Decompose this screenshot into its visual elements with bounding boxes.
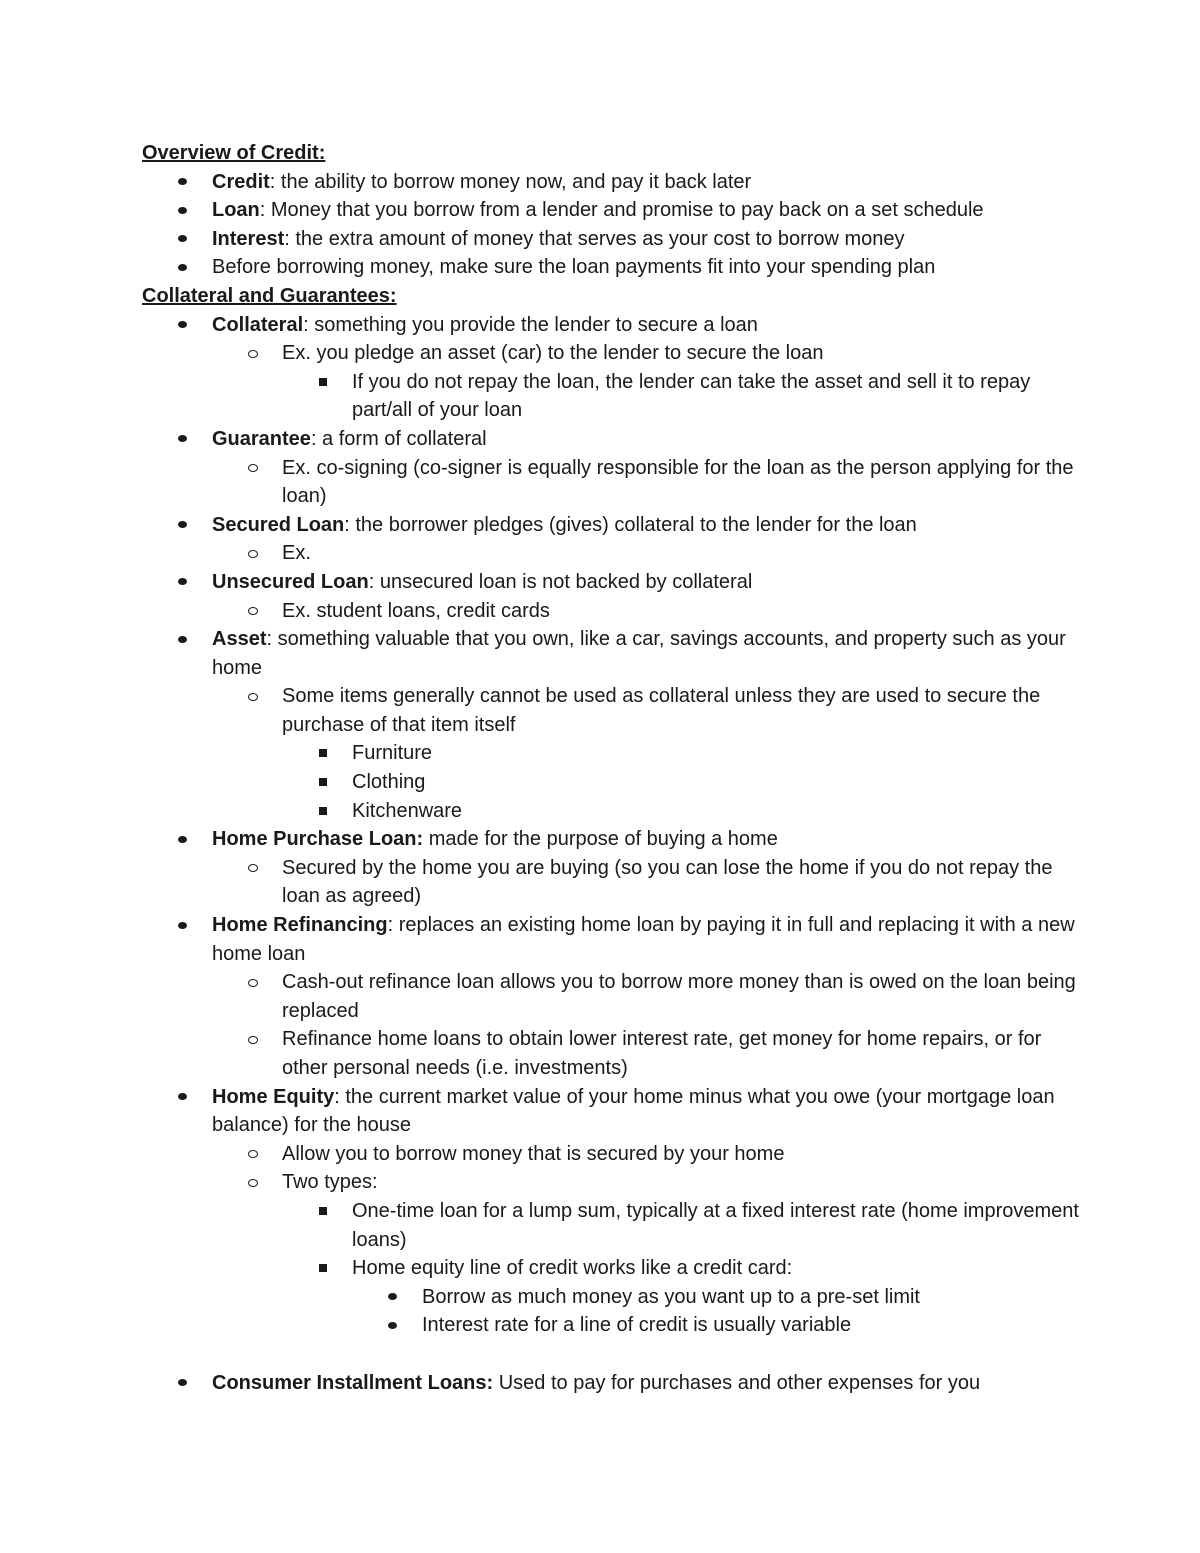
bullet-dot-icon [178, 825, 198, 854]
list-item [282, 368, 1082, 425]
list-item [212, 1168, 1082, 1340]
list-item [142, 1083, 1082, 1340]
term-credit: Credit [212, 170, 270, 193]
example-text: Ex. co-signing (co-signer is equally responsible for the loan as the person applying for the loan) [282, 456, 1074, 508]
bullet-dot-icon [178, 1369, 198, 1398]
list-item [212, 854, 1082, 911]
definition-consumer-installment-loans: Used to pay for purchases and other expenses for you [493, 1371, 981, 1394]
bullet-dot-icon [178, 225, 198, 254]
term-unsecured-loan: Unsecured Loan [212, 570, 369, 593]
line-of-credit-limit: Borrow as much money as you want up to a pre-set limit [422, 1285, 920, 1308]
bullet-circle-icon [248, 1140, 268, 1169]
overview-list [142, 168, 1082, 282]
definition-secured-loan: : the borrower pledges (gives) collateral to the lender for the loan [344, 513, 917, 536]
definition-credit: : the ability to borrow money now, and pay it back later [269, 170, 752, 193]
example-text: Ex. [282, 542, 311, 565]
list-item [282, 768, 1082, 797]
list-item [142, 311, 1082, 425]
bullet-dot-icon [178, 568, 198, 597]
asset-item-kitchenware: Kitchenware [352, 799, 463, 822]
list-item [212, 1025, 1082, 1082]
bullet-dot-icon [178, 911, 198, 940]
list-item [212, 1140, 1082, 1169]
bullet-dot-icon [178, 511, 198, 540]
list-item [142, 425, 1082, 511]
list-item [142, 1369, 1082, 1398]
list-item [212, 539, 1082, 568]
tip-spending-plan: Before borrowing money, make sure the loan payments fit into your spending plan [212, 256, 936, 279]
term-home-purchase-loan: Home Purchase Loan: [212, 828, 424, 851]
example-detail: If you do not repay the loan, the lender can take the asset and sell it to repay part/all of your loan [352, 370, 1031, 422]
bullet-square-icon [318, 797, 338, 826]
term-interest: Interest [212, 227, 285, 250]
definition-collateral: : something you provide the lender to secure a loan [303, 313, 758, 336]
list-item [212, 597, 1082, 626]
term-loan: Loan [212, 199, 260, 222]
term-asset: Asset [212, 628, 267, 651]
list-item [142, 168, 1082, 197]
collateral-list [142, 311, 1082, 1340]
bullet-square-icon [318, 739, 338, 768]
asset-note: Some items generally cannot be used as collateral unless they are used to secure the purchase of that item itself [282, 685, 1041, 736]
example-text: Ex. student loans, credit cards [282, 599, 550, 622]
refi-note-cash-out: Cash-out refinance loan allows you to borrow more money than is owed on the loan being replaced [282, 971, 1076, 1022]
list-item [282, 1254, 1082, 1340]
bullet-circle-icon [248, 539, 268, 568]
refi-note-reasons: Refinance home loans to obtain lower interest rate, get money for home repairs, or for other personal needs (i.e. investments) [282, 1028, 1042, 1079]
list-item [142, 911, 1082, 1083]
bullet-circle-icon [248, 968, 268, 997]
sub-list [212, 1140, 1082, 1340]
bullet-dot-icon [178, 625, 198, 654]
bullet-circle-icon [248, 454, 268, 483]
sub-list [212, 339, 1082, 425]
bullet-dot-icon [178, 1083, 198, 1112]
term-collateral: Collateral [212, 313, 304, 336]
bullet-dot-icon [388, 1311, 408, 1340]
bullet-dot-icon [178, 168, 198, 197]
list-item [142, 568, 1082, 625]
list-item [142, 196, 1082, 225]
definition-loan: : Money that you borrow from a lender and promise to pay back on a set schedule [259, 199, 984, 222]
asset-item-clothing: Clothing [352, 771, 426, 794]
list-item [212, 454, 1082, 511]
equity-note-borrow: Allow you to borrow money that is secured by your home [282, 1142, 785, 1165]
definition-guarantee: : a form of collateral [310, 427, 487, 450]
list-item [142, 511, 1082, 568]
bullet-dot-icon [178, 311, 198, 340]
list-item [142, 225, 1082, 254]
term-home-refinancing: Home Refinancing [212, 914, 388, 937]
bullet-dot-icon [178, 253, 198, 282]
bullet-circle-icon [248, 1025, 268, 1054]
definition-interest: : the extra amount of money that serves as your cost to borrow money [284, 227, 905, 250]
bullet-circle-icon [248, 1168, 268, 1197]
list-item [142, 253, 1082, 282]
term-home-equity: Home Equity [212, 1085, 335, 1108]
definition-home-equity: : the current market value of your home minus what you owe (your mortgage loan balance) for the house [212, 1085, 1055, 1137]
sub-sub-list [282, 1197, 1082, 1340]
blank-line [142, 1340, 1082, 1369]
list-item [282, 797, 1082, 826]
definition-home-purchase-loan: made for the purpose of buying a home [423, 828, 778, 851]
sub-list [212, 854, 1082, 911]
list-item [352, 1311, 1082, 1340]
bullet-circle-icon [248, 597, 268, 626]
equity-note-types: Two types: [282, 1171, 378, 1194]
list-item [282, 1197, 1082, 1254]
bullet-square-icon [318, 1197, 338, 1226]
equity-type-lump-sum: One-time loan for a lump sum, typically at a fixed interest rate (home improvement loans) [352, 1199, 1079, 1251]
bullet-dot-icon [388, 1283, 408, 1312]
bullet-square-icon [318, 1254, 338, 1283]
term-secured-loan: Secured Loan [212, 513, 345, 536]
collateral-heading: Collateral and Guarantees: [142, 284, 397, 307]
sub-list [212, 682, 1082, 825]
sub-list [212, 539, 1082, 568]
list-item [352, 1283, 1082, 1312]
list-item [212, 339, 1082, 425]
term-guarantee: Guarantee [212, 427, 311, 450]
term-consumer-installment-loans: Consumer Installment Loans: [212, 1371, 494, 1394]
bullet-dot-icon [178, 425, 198, 454]
list-item [212, 968, 1082, 1025]
equity-type-line-of-credit: Home equity line of credit works like a credit card: [352, 1257, 793, 1280]
notes-content [142, 139, 1082, 1397]
sub-sub-list [282, 368, 1082, 425]
overview-heading: Overview of Credit: [142, 142, 326, 164]
sub-sub-list [282, 739, 1082, 825]
sub-list [212, 454, 1082, 511]
line-of-credit-rate: Interest rate for a line of credit is usually variable [422, 1314, 852, 1337]
sub-list [212, 597, 1082, 626]
list-item [142, 825, 1082, 911]
bullet-square-icon [318, 368, 338, 397]
asset-item-furniture: Furniture [352, 742, 433, 765]
bullet-dot-icon [178, 196, 198, 225]
example-text: Ex. you pledge an asset (car) to the lender to secure the loan [282, 342, 824, 365]
bullet-circle-icon [248, 682, 268, 711]
sub-sub-sub-list [352, 1283, 1082, 1340]
home-purchase-note: Secured by the home you are buying (so you can lose the home if you do not repay the loan as agreed) [282, 856, 1053, 908]
definition-unsecured-loan: : unsecured loan is not backed by collateral [368, 570, 753, 593]
consumer-list [142, 1369, 1082, 1398]
definition-asset: : something valuable that you own, like a car, savings accounts, and property such as your home [212, 628, 1066, 679]
sub-list [212, 968, 1082, 1082]
bullet-circle-icon [248, 854, 268, 883]
definition-home-refinancing: : replaces an existing home loan by paying it in full and replacing it with a new home loan [212, 914, 1075, 965]
bullet-square-icon [318, 768, 338, 797]
list-item [282, 739, 1082, 768]
list-item [212, 682, 1082, 825]
bullet-circle-icon [248, 339, 268, 368]
list-item [142, 625, 1082, 825]
